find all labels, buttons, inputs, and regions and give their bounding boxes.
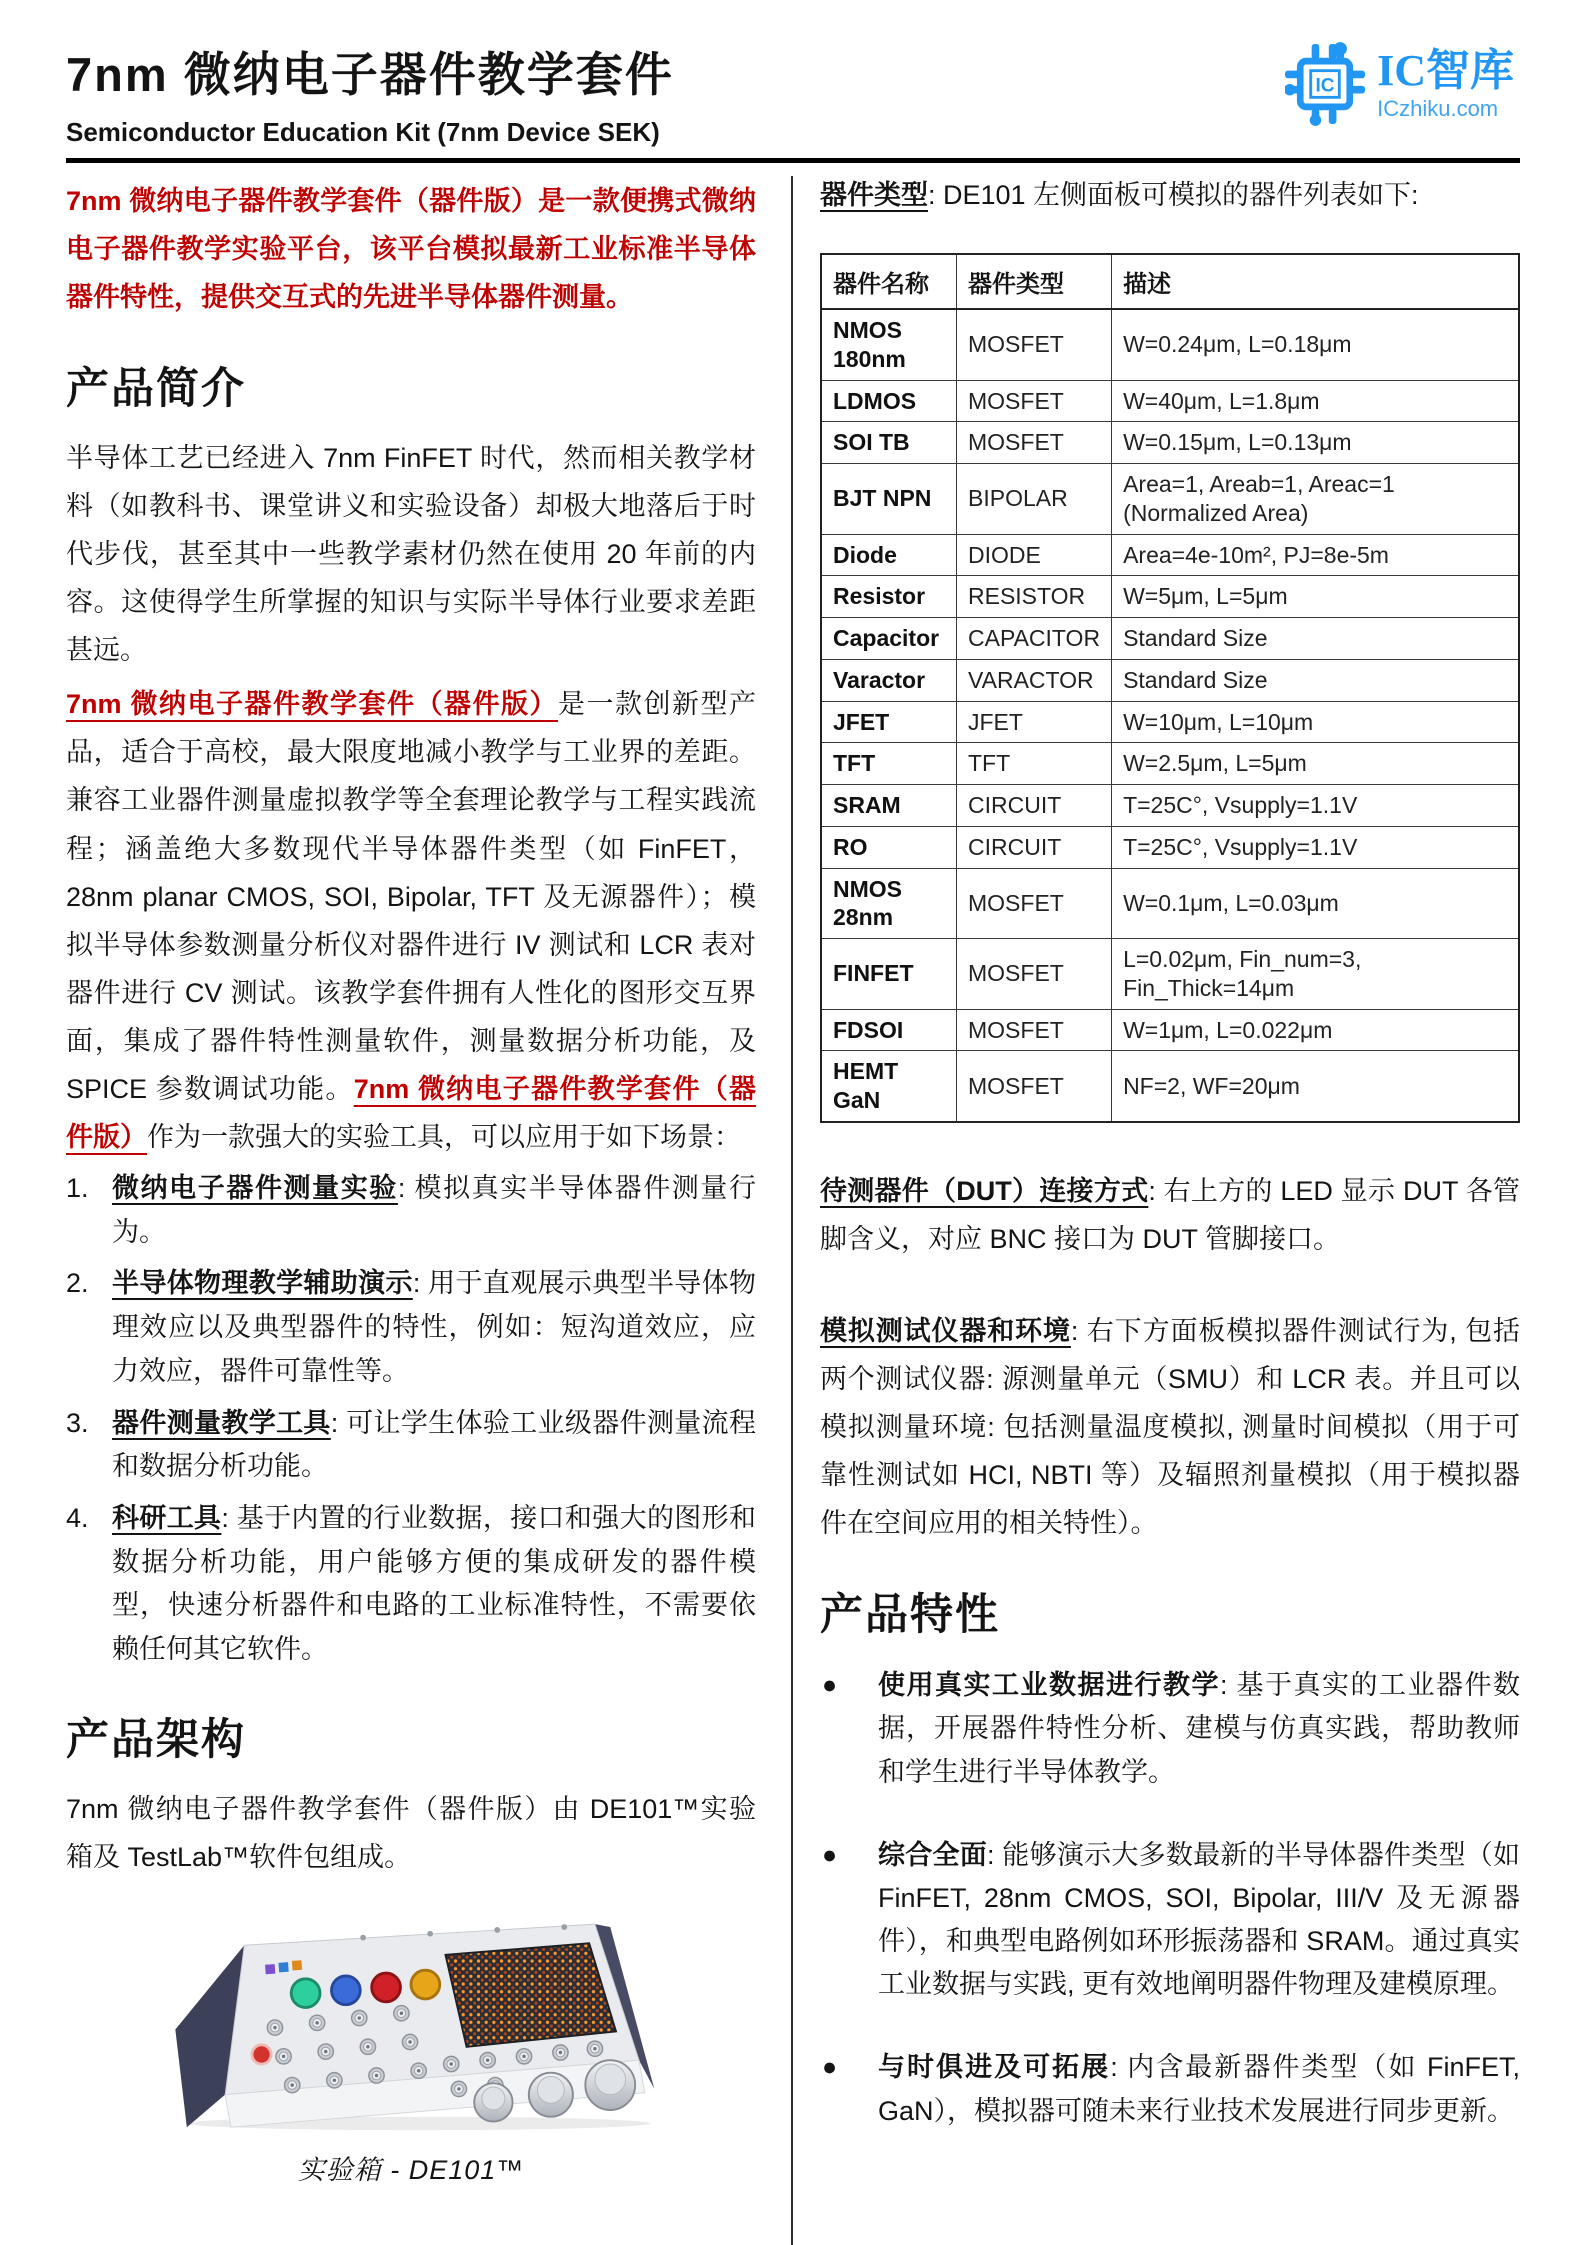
brand-logo (1285, 42, 1514, 126)
table-cell-name: FINFET (821, 939, 957, 1010)
list-number: 4. (66, 1502, 89, 1533)
table-cell-type: CIRCUIT (957, 826, 1112, 868)
table-row (821, 868, 1519, 939)
feature-item (820, 2046, 1520, 2132)
intro-highlight-paragraph: 7nm 微纳电子器件教学套件（器件版）是一款便携式微纳电子器件教学实验平台，该平台模拟最新工业标准半导体器件特性，提供交互式的先进半导体器件测量。 (66, 186, 756, 313)
feature-list (820, 1664, 1520, 2133)
bullet-icon: ● (822, 2053, 838, 2082)
right-column (820, 171, 1520, 2187)
table-cell-name: Resistor (821, 576, 957, 618)
table-cell-desc: W=10μm, L=10μm (1112, 701, 1519, 743)
table-cell-name: Varactor (821, 659, 957, 701)
table-row (821, 618, 1519, 660)
column-divider (791, 176, 793, 2245)
table-row (821, 309, 1519, 380)
content-columns (66, 171, 1520, 2187)
table-cell-name: JFET (821, 701, 957, 743)
brand-name: IC智库 (1377, 46, 1514, 96)
table-cell-name: SOI TB (821, 422, 957, 464)
dut-paragraph (820, 1167, 1520, 1263)
sim-rest: : 右下方面板模拟器件测试行为, 包括两个测试仪器: 源测量单元（SMU）和 LCR 表。并且可以模拟测量环境: 包括测量温度模拟, 测量时间模拟（用于可靠性测试如 HCI, NBTI 等）及辐照剂量模拟（用于模拟器件在空间应用的相关特性）。 (820, 1315, 1520, 1539)
table-row (821, 1051, 1519, 1122)
table-cell-desc: W=0.24μm, L=0.18μm (1112, 309, 1519, 380)
list-number: 2. (66, 1268, 89, 1299)
table-cell-type: BIPOLAR (957, 464, 1112, 535)
table-row (821, 785, 1519, 827)
ic-chip-icon (1285, 42, 1365, 126)
table-cell-desc: W=0.1μm, L=0.03μm (1112, 868, 1519, 939)
table-cell-type: JFET (957, 701, 1112, 743)
bullet-icon: ● (822, 1671, 838, 1700)
device-types-rest: : DE101 左侧面板可模拟的器件列表如下: (928, 180, 1419, 210)
table-row (821, 659, 1519, 701)
table-row (821, 1009, 1519, 1051)
table-cell-name: TFT (821, 743, 957, 785)
feature-text: : 基于真实的工业器件数据，开展器件特性分析、建模与仿真实践，帮助教师和学生进行半导体教学。 (878, 1670, 1520, 1787)
table-cell-name: BJT NPN (821, 464, 957, 535)
device-photo-wrap (66, 1905, 756, 2138)
table-cell-type: MOSFET (957, 939, 1112, 1010)
table-cell-type: DIODE (957, 534, 1112, 576)
table-row (821, 464, 1519, 535)
section-heading-features: 产品特性 (820, 1591, 1000, 1640)
feature-lead: 使用真实工业数据进行教学 (878, 1670, 1220, 1701)
brand-domain: ICzhiku.com (1377, 95, 1499, 121)
table-cell-desc: W=40μm, L=1.8μm (1112, 380, 1519, 422)
list-item (66, 1402, 756, 1489)
table-cell-type: CIRCUIT (957, 785, 1112, 827)
list-item-body (112, 1402, 756, 1489)
table-row (821, 576, 1519, 618)
list-item-lead: 半导体物理教学辅助演示 (112, 1268, 413, 1299)
list-item (66, 1167, 756, 1254)
sim-paragraph (820, 1307, 1520, 1547)
table-cell-name: HEMT GaN (821, 1051, 957, 1122)
device-table (820, 253, 1520, 1123)
scenario-list (66, 1167, 756, 1672)
table-cell-desc: L=0.02μm, Fin_num=3, Fin_Thick=14μm (1112, 939, 1519, 1010)
table-cell-type: RESISTOR (957, 576, 1112, 618)
page-title: 7nm 微纳电子器件教学套件 (66, 48, 674, 101)
list-item-lead: 微纳电子器件测量实验 (112, 1172, 398, 1203)
table-cell-desc: Area=4e-10m², PJ=8e-5m (1112, 534, 1519, 576)
product-name-red-link-2: 7nm 微纳电子器件教学套件（器件版） (66, 1073, 756, 1152)
table-header-row (821, 254, 1519, 309)
table-cell-type: MOSFET (957, 422, 1112, 464)
list-number: 3. (66, 1407, 89, 1438)
intro-paragraph-1: 半导体工艺已经进入 7nm FinFET 时代，然而相关教学材料（如教科书、课堂讲义和实验设备）却极大地落后于时代步伐，甚至其中一些教学素材仍然在使用 20 年前的内容。这使得学生所掌握的知识与实际半导体行业要求差距甚远。 (66, 443, 756, 666)
list-item (66, 1262, 756, 1393)
col-header-desc: 描述 (1112, 254, 1519, 309)
architecture-paragraph: 7nm 微纳电子器件教学套件（器件版）由 DE101™实验箱及 TestLab™软件包组成。 (66, 1793, 756, 1872)
device-table-head (821, 254, 1519, 309)
section-heading-product-intro: 产品简介 (66, 365, 246, 414)
list-item-lead: 器件测量教学工具 (112, 1407, 331, 1438)
table-cell-name: SRAM (821, 785, 957, 827)
table-cell-desc: T=25C°, Vsupply=1.1V (1112, 826, 1519, 868)
device-photo-caption: 实验箱 - DE101™ (297, 2155, 525, 2186)
table-cell-desc: W=0.15μm, L=0.13μm (1112, 422, 1519, 464)
section-heading-architecture: 产品架构 (66, 1715, 246, 1764)
list-number: 1. (66, 1172, 89, 1203)
list-item-lead: 科研工具 (112, 1502, 222, 1533)
feature-text: : 内含最新器件类型（如 FinFET, GaN），模拟器可随未来行业技术发展进行同步更新。 (878, 2052, 1521, 2126)
list-item-text: : 基于内置的行业数据，接口和强大的图形和数据分析功能，用户能够方便的集成研发的器件模型，快速分析器件和电路的工业标准特性，不需要依赖任何其它软件。 (112, 1502, 756, 1665)
table-cell-type: MOSFET (957, 380, 1112, 422)
intro-paragraph-2-body: 是一款创新型产品，适合于高校，最大限度地减小教学与工业界的差距。兼容工业器件测量虚拟教学等全套理论教学与工程实践流程；涵盖绝大多数现代半导体器件类型（如 FinFET，28nm planar CMOS, SOI, Bipolar, TFT 及无源器件）；模拟半导体参数测量分析仪对器件进行 IV 测试和 LCR 表对器件进行 CV 测试。该教学套件拥有人性化的图形交互界面，集成了器件特性测量软件，测量数据分析功能，及 SPICE 参数调试功能。 (66, 689, 756, 1104)
table-cell-name: LDMOS (821, 380, 957, 422)
table-cell-name: NMOS 180nm (821, 309, 957, 380)
list-item-text: : 可让学生体验工业级器件测量流程和数据分析功能。 (112, 1407, 756, 1482)
list-item-text: : 用于直观展示典型半导体物理效应以及典型器件的特性，例如：短沟道效应，应力效应，器件可靠性等。 (112, 1268, 756, 1386)
intro-paragraph-2-tail: 作为一款强大的实验工具，可以应用于如下场景： (147, 1121, 741, 1152)
list-item-body (112, 1497, 756, 1672)
feature-item (820, 1664, 1520, 1794)
feature-lead: 综合全面 (878, 1839, 988, 1870)
list-item-body (112, 1167, 756, 1254)
col-header-name: 器件名称 (821, 254, 957, 309)
table-cell-name: Capacitor (821, 618, 957, 660)
feature-item (820, 1834, 1520, 2007)
col-header-type: 器件类型 (957, 254, 1112, 309)
device-types-paragraph (820, 171, 1520, 219)
header-titles (66, 34, 1285, 156)
table-cell-desc: W=5μm, L=5μm (1112, 576, 1519, 618)
device-types-lead: 器件类型 (820, 180, 928, 210)
table-row (821, 534, 1519, 576)
table-cell-desc: NF=2, WF=20μm (1112, 1051, 1519, 1122)
dut-rest: : 右上方的 LED 显示 DUT 各管脚含义，对应 BNC 接口为 DUT 管脚接口。 (820, 1175, 1520, 1254)
table-cell-desc: Area=1, Areab=1, Areac=1 (Normalized Area) (1112, 464, 1519, 535)
table-cell-type: MOSFET (957, 868, 1112, 939)
table-cell-type: MOSFET (957, 1051, 1112, 1122)
list-item (66, 1497, 756, 1672)
list-item-text: : 模拟真实半导体器件测量行为。 (112, 1172, 756, 1247)
left-column (66, 171, 756, 2187)
device-photo (151, 1905, 671, 2133)
table-row (821, 701, 1519, 743)
table-cell-type: MOSFET (957, 1009, 1112, 1051)
bullet-icon: ● (822, 1840, 838, 1869)
feature-text: : 能够演示大多数最新的半导体器件类型（如 FinFET, 28nm CMOS, SOI, Bipolar, III/V 及无源器件），和典型电路例如环形振荡器和 SRAM。通过真实工业数据与实践, 更有效地阐明器件物理及建模原理。 (878, 1839, 1520, 2000)
feature-lead: 与时俱进及可拓展 (878, 2052, 1111, 2083)
table-row (821, 380, 1519, 422)
page-subtitle: Semiconductor Education Kit (7nm Device SEK) (66, 117, 660, 147)
header (66, 34, 1520, 156)
table-cell-name: Diode (821, 534, 957, 576)
table-row (821, 939, 1519, 1010)
product-name-red-link: 7nm 微纳电子器件教学套件（器件版） (66, 689, 558, 720)
table-cell-type: CAPACITOR (957, 618, 1112, 660)
table-cell-type: MOSFET (957, 309, 1112, 380)
dut-lead: 待测器件（DUT）连接方式 (820, 1175, 1149, 1206)
table-row (821, 743, 1519, 785)
brand-text (1377, 48, 1514, 119)
ic-chip-label: IC (1315, 75, 1335, 97)
intro-paragraph-2 (66, 680, 756, 1160)
sim-lead: 模拟测试仪器和环境 (820, 1315, 1071, 1346)
table-cell-desc: W=2.5μm, L=5μm (1112, 743, 1519, 785)
table-cell-type: TFT (957, 743, 1112, 785)
table-cell-desc: Standard Size (1112, 618, 1519, 660)
list-item-body (112, 1262, 756, 1393)
table-cell-type: VARACTOR (957, 659, 1112, 701)
table-cell-name: FDSOI (821, 1009, 957, 1051)
device-table-body (821, 309, 1519, 1122)
table-cell-desc: T=25C°, Vsupply=1.1V (1112, 785, 1519, 827)
table-row (821, 422, 1519, 464)
table-cell-desc: Standard Size (1112, 659, 1519, 701)
table-cell-desc: W=1μm, L=0.022μm (1112, 1009, 1519, 1051)
header-rule (66, 158, 1520, 163)
table-cell-name: RO (821, 826, 957, 868)
table-row (821, 826, 1519, 868)
table-cell-name: NMOS 28nm (821, 868, 957, 939)
